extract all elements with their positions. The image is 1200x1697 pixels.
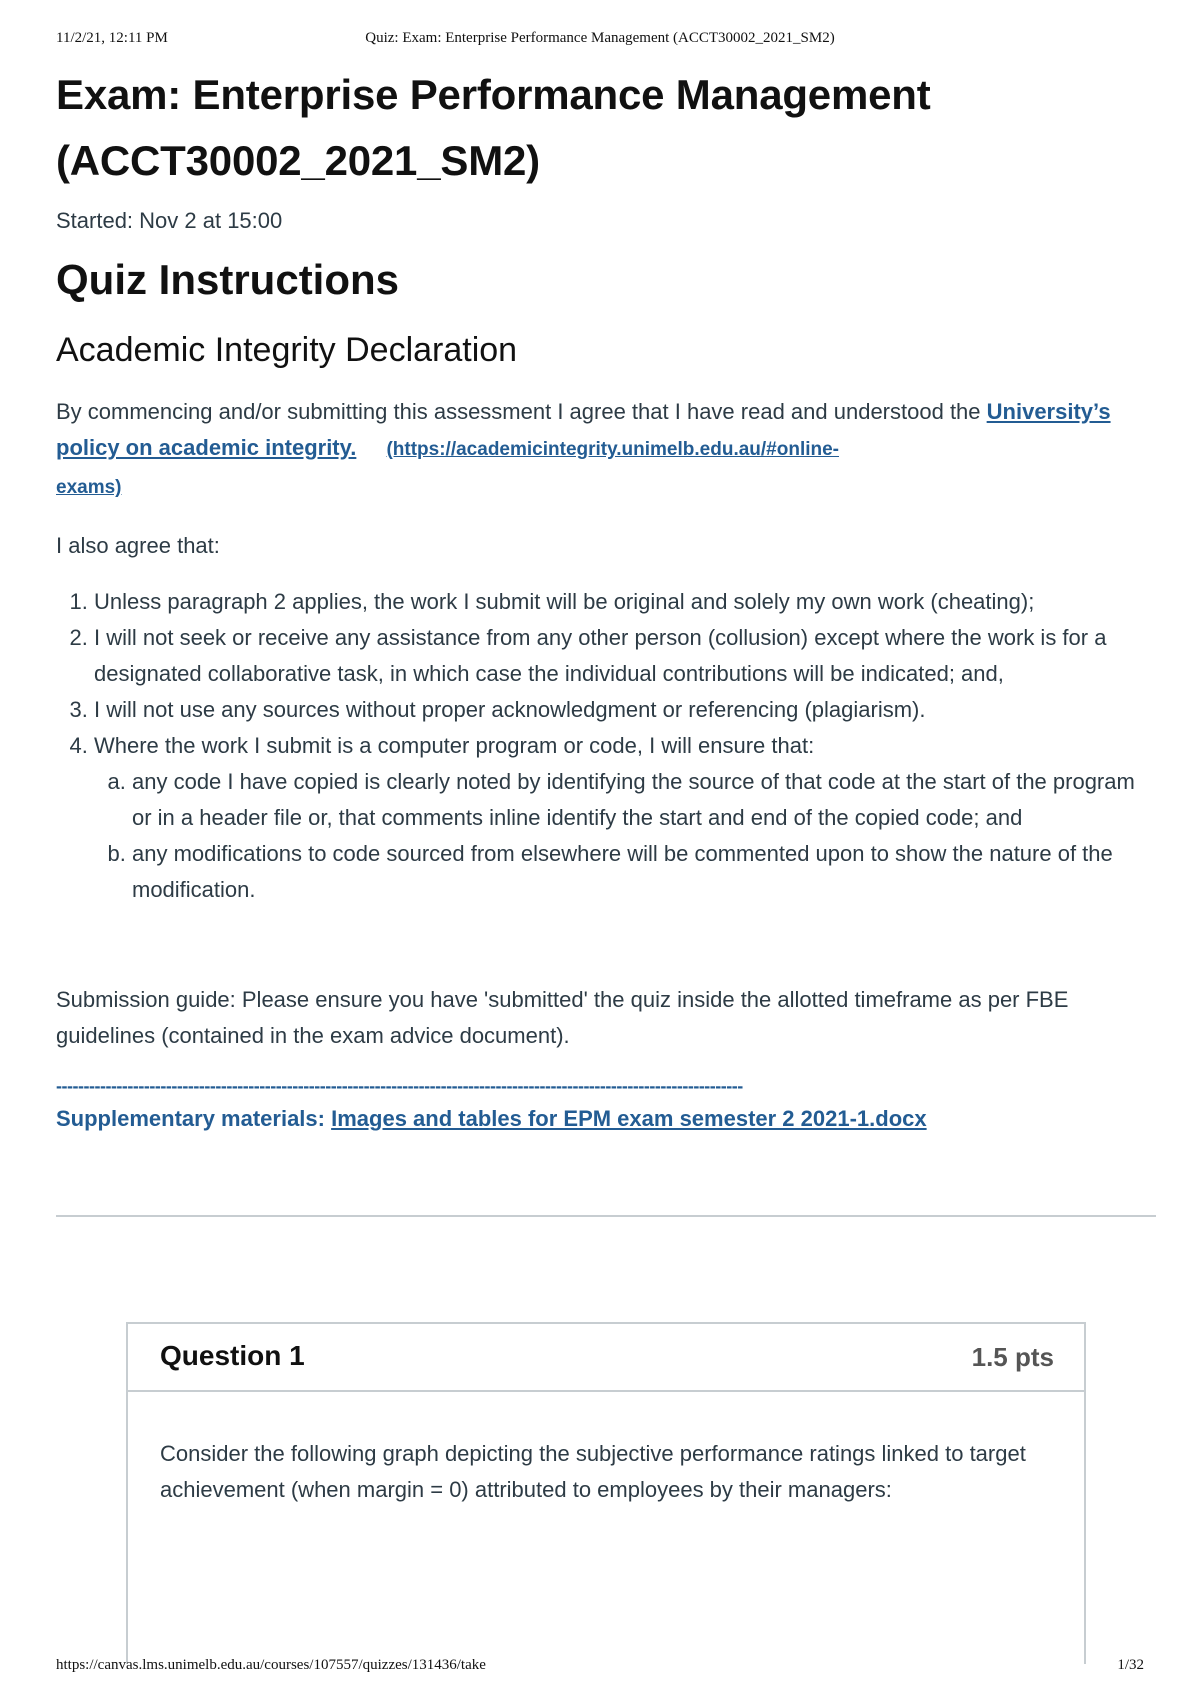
quiz-instructions-heading: Quiz Instructions bbox=[56, 256, 400, 303]
exam-title-line2: (ACCT30002_2021_SM2) bbox=[56, 137, 540, 184]
agreement-item-2: 2. I will not seek or receive any assistance from any other person (collusion) except where the work is for a designated collaborative task, in which case the individual contributions will be indicated; and, bbox=[94, 620, 1156, 692]
agreement-item-3: 3. I will not use any sources without proper acknowledgment or referencing (plagiarism). bbox=[94, 692, 1156, 728]
submission-guide: Submission guide: Please ensure you have 'submitted' the quiz inside the allotted timeframe as per FBE guidelines (contained in the exam advice document). bbox=[56, 987, 1069, 1048]
question-text: Consider the following graph depicting the subjective performance ratings linked to target achievement (when margin = 0) attributed to employees by their managers: bbox=[160, 1441, 1026, 1502]
print-footer bbox=[56, 1657, 1144, 1677]
agreement-list bbox=[56, 584, 1156, 908]
intro-text: By commencing and/or submitting this assessment I agree that I have read and understood the bbox=[56, 399, 987, 424]
exam-title-line1: Exam: Enterprise Performance Management bbox=[56, 71, 931, 118]
supp-docx-link[interactable]: Images and tables for EPM exam semester 2 2021-1.docx bbox=[331, 1106, 927, 1131]
also-agree-text: I also agree that: bbox=[56, 533, 220, 558]
page-number: 1/32 bbox=[1117, 1657, 1144, 1673]
print-url: https://canvas.lms.unimelb.edu.au/courses/107557/quizzes/131436/take bbox=[56, 1657, 486, 1673]
dashed-separator: ----------------------------------------------------------------------------------------------------------------------------- bbox=[56, 1076, 743, 1096]
question-card bbox=[126, 1322, 1086, 1664]
question-header bbox=[128, 1324, 1084, 1392]
policy-link[interactable]: University’s policy on academic integrity. bbox=[56, 399, 1111, 460]
code-subitem-a: a. any code I have copied is clearly noted by identifying the source of that code at the start of the program or in a header file or, that comments inline identify the start and end of the copied code; and bbox=[132, 764, 1156, 836]
question-points: 1.5 pts bbox=[971, 1342, 1054, 1372]
supp-label: Supplementary materials: bbox=[56, 1106, 332, 1131]
policy-url-link[interactable]: (https://academicintegrity.unimelb.edu.au/#online- bbox=[386, 439, 840, 460]
print-doc-title: Quiz: Exam: Enterprise Performance Management (ACCT30002_2021_SM2) bbox=[365, 30, 835, 46]
declaration-heading: Academic Integrity Declaration bbox=[56, 331, 518, 369]
section-divider bbox=[56, 1215, 1156, 1217]
code-subitem-b: b. any modifications to code sourced from elsewhere will be commented upon to show the nature of the modification. bbox=[132, 836, 1156, 908]
print-header bbox=[56, 30, 1144, 50]
agreement-item-4-text: Where the work I submit is a computer program or code, I will ensure that: bbox=[94, 733, 815, 758]
question-title: Question 1 bbox=[160, 1340, 305, 1371]
started-time: Started: Nov 2 at 15:00 bbox=[56, 208, 283, 233]
agreement-item-4 bbox=[94, 728, 1156, 908]
exam-title bbox=[56, 62, 1156, 194]
code-sublist bbox=[94, 764, 1156, 908]
declaration-intro bbox=[56, 394, 1156, 506]
agreement-item-1: 1. Unless paragraph 2 applies, the work I submit will be original and solely my own work (cheating); bbox=[94, 584, 1156, 620]
policy-url-link-cont[interactable]: exams) bbox=[56, 477, 122, 498]
quiz-content bbox=[56, 62, 1156, 1217]
print-date: 11/2/21, 12:11 PM bbox=[56, 30, 168, 46]
supplementary-materials bbox=[56, 1101, 1156, 1137]
